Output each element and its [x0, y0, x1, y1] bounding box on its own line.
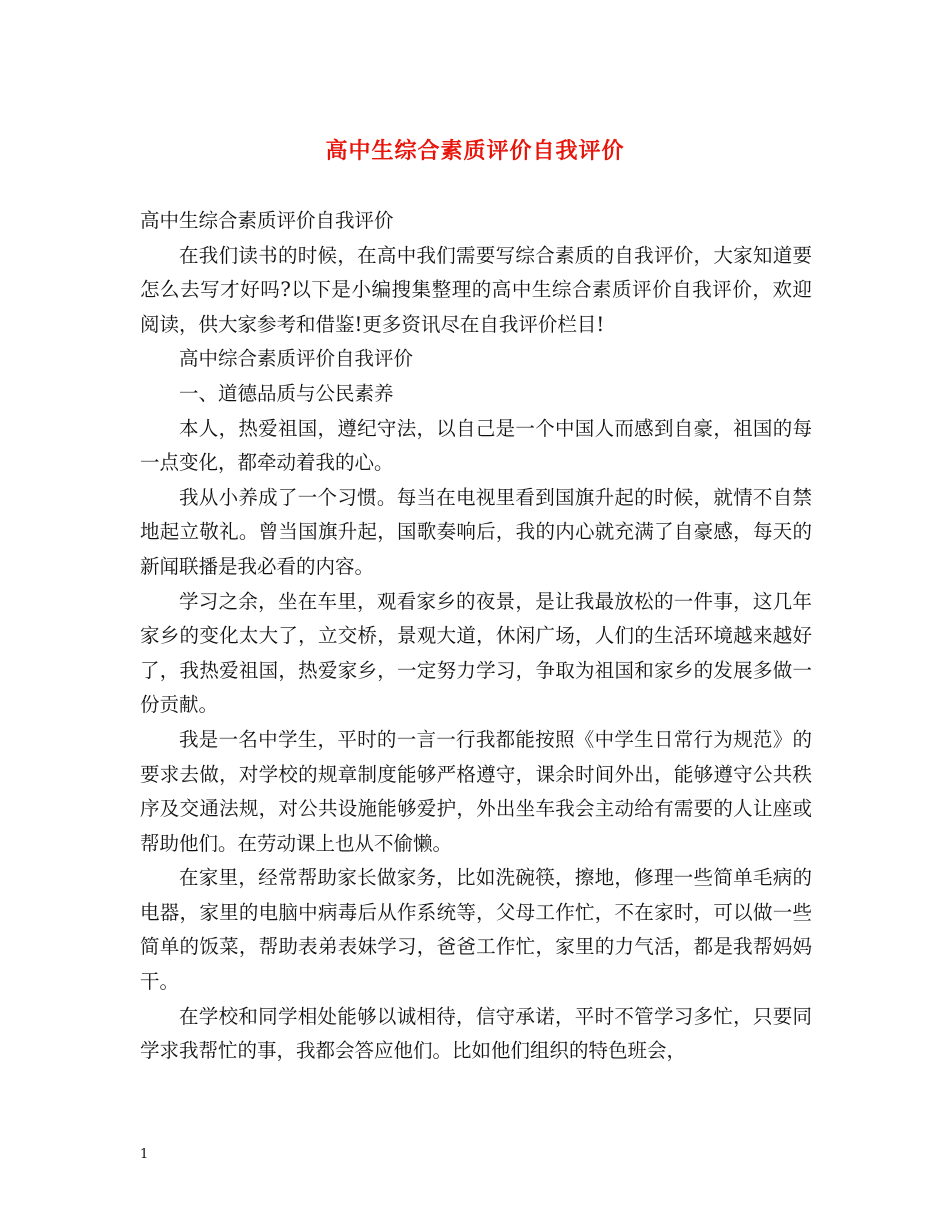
paragraph-hometown: 学习之余，坐在车里，观看家乡的夜景，是让我最放松的一件事，这几年家乡的变化太大了，立交桥，景观大道，休闲广场，人们的生活环境越来越好了，我热爱祖国，热爱家乡，一定努力学习，争取为祖国和家乡的发展多做一份贡献。: [140, 589, 812, 717]
paragraph-classmates: 在学校和同学相处能够以诚相待，信守承诺，平时不管学习多忙，只要同学求我帮忙的事，我都会答应他们。比如他们组织的特色班会，: [140, 1004, 812, 1063]
document-body: [140, 204, 812, 1069]
paragraph-intro: 在我们读书的时候，在高中我们需要写综合素质的自我评价，大家知道要怎么去写才好吗?以下是小编搜集整理的高中生综合素质评价自我评价，欢迎阅读，供大家参考和借鉴!更多资讯尽在自我评价栏目!: [140, 243, 812, 336]
paragraph-subtitle: 高中生综合素质评价自我评价: [140, 209, 394, 232]
document-title: 高中生综合素质评价自我评价: [325, 138, 625, 164]
paragraph-flag-habit: 我从小养成了一个习惯。每当在电视里看到国旗升起的时候，就情不自禁地起立敬礼。曾当国旗升起，国歌奏响后，我的内心就充满了自豪感，每天的新闻联播是我必看的内容。: [140, 485, 812, 578]
paragraph-heading: 高中综合素质评价自我评价: [179, 347, 414, 371]
paragraph-conduct: 我是一名中学生，平时的一言一行我都能按照《中学生日常行为规范》的要求去做，对学校的规章制度能够严格遵守，课余时间外出，能够遵守公共秩序及交通法规，对公共设施能够爱护，外出坐车我会主动给有需要的人让座或帮助他们。在劳动课上也从不偷懒。: [140, 727, 812, 855]
paragraph-home-chores: 在家里，经常帮助家长做家务，比如洗碗筷，擦地，修理一些简单毛病的电器，家里的电脑中病毒后从作系统等，父母工作忙，不在家时，可以做一些简单的饭菜，帮助表弟表妹学习，爸爸工作忙，家里的力气活，都是我帮妈妈干。: [140, 866, 812, 994]
paragraph-patriotism: 本人，热爱祖国，遵纪守法，以自己是一个中国人而感到自豪，祖国的每一点变化，都牵动着我的心。: [140, 416, 812, 475]
section-heading-moral: 一、道德品质与公民素养: [179, 381, 394, 405]
page-number: 1: [140, 1147, 149, 1162]
